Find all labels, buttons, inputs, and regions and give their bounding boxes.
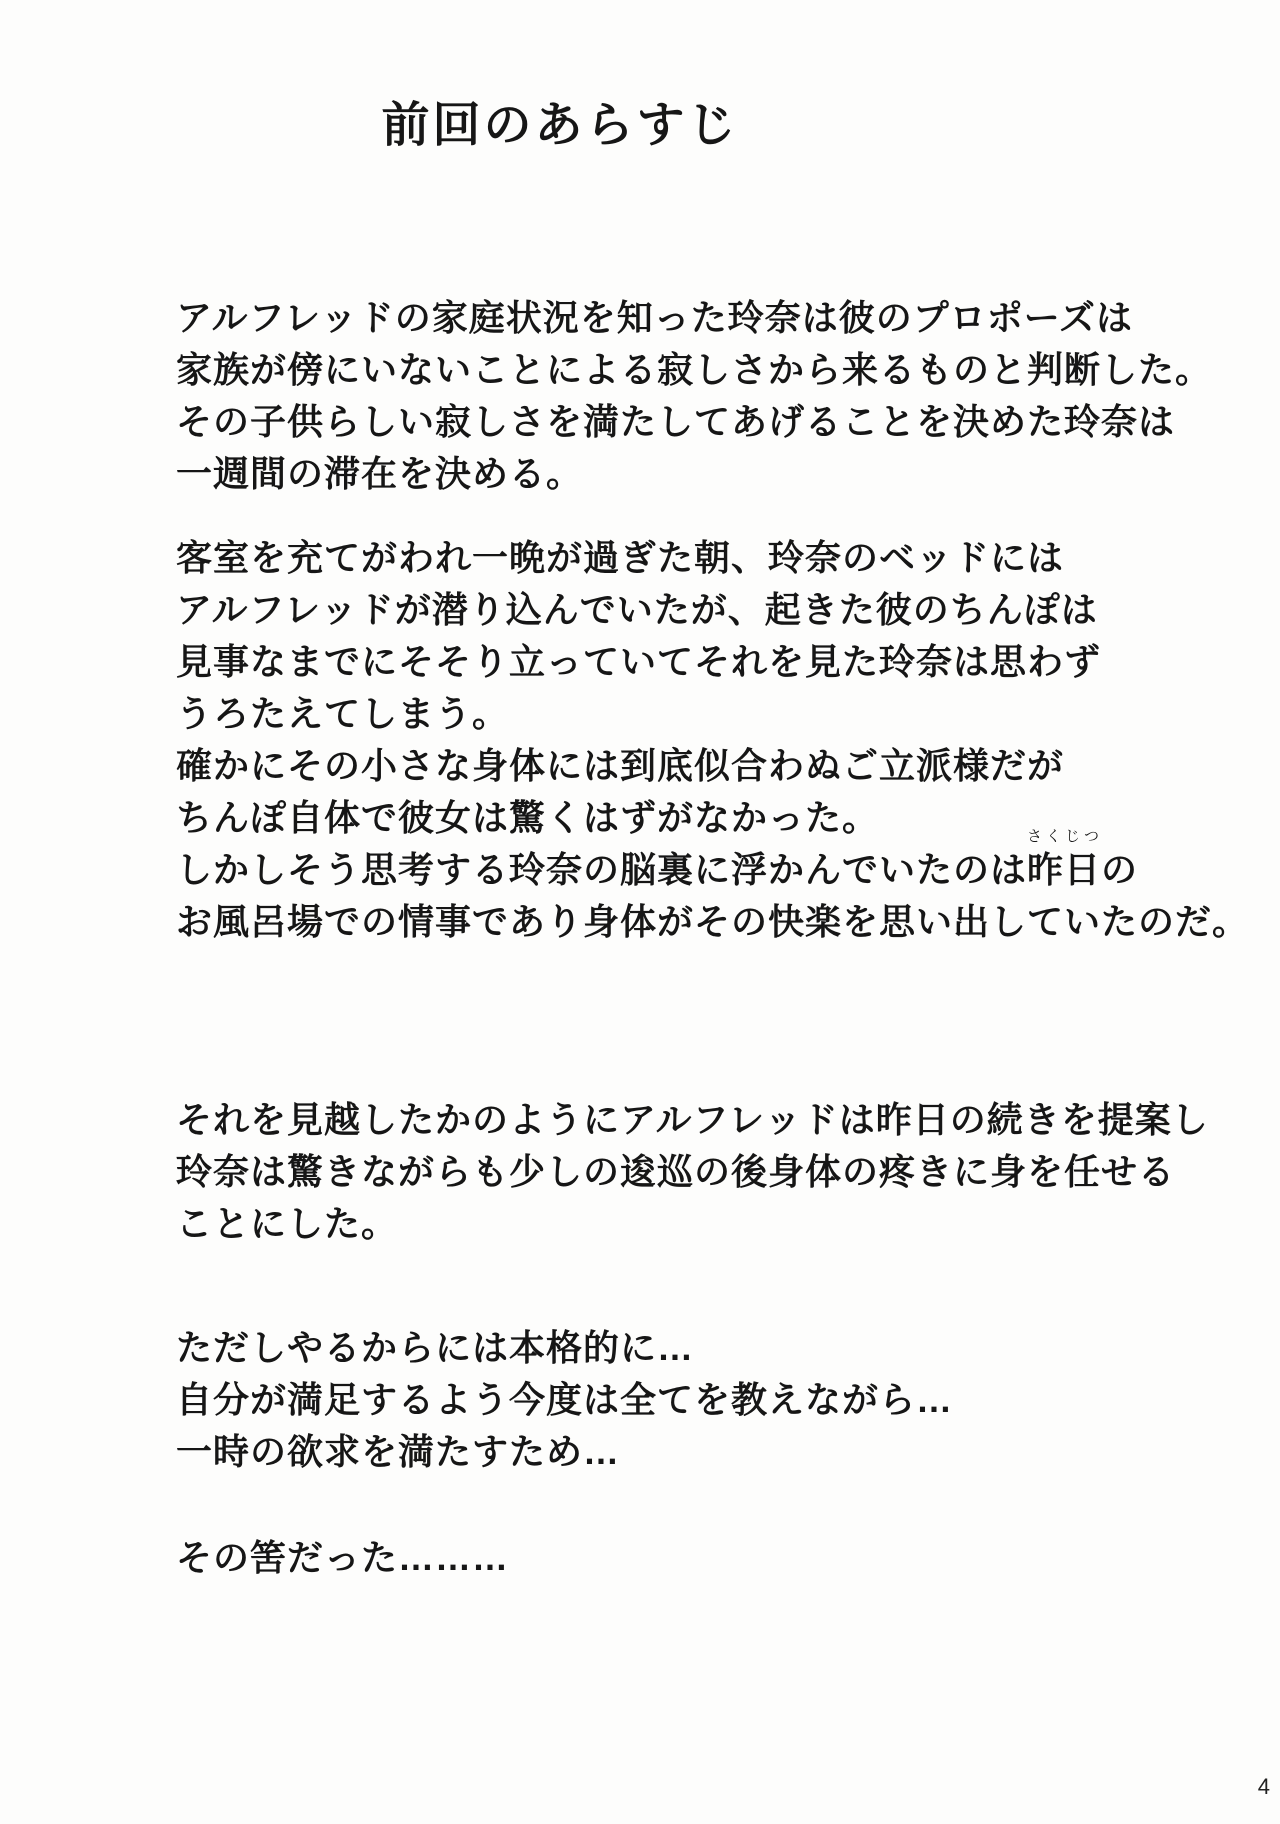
- text-line: 確かにその小さな身体には到底似合わぬご立派様だが: [176, 745, 1065, 786]
- furigana-annotation: さくじつ: [1027, 828, 1104, 845]
- text-line: 自分が満足するよう今度は全てを教えながら…: [176, 1379, 954, 1420]
- text-segment: の: [1101, 849, 1139, 890]
- text-line: その筈だった………: [176, 1537, 510, 1578]
- text-line: それを見越したかのようにアルフレッドは昨日の続きを提案し: [176, 1099, 1209, 1140]
- text-line: 一時の欲求を満たすため…: [176, 1431, 621, 1472]
- page-title: 前回のあらすじ: [381, 99, 739, 152]
- ruby-word: [1027, 828, 1104, 896]
- paragraph-3: [176, 1094, 1209, 1250]
- paragraph-5: [176, 1532, 509, 1584]
- text-line-with-ruby: [176, 828, 1249, 896]
- paragraph-4: [176, 1322, 953, 1478]
- paragraph-1: [176, 292, 1212, 500]
- text-line: ちんぽ自体で彼女は驚くはずがなかった。: [176, 797, 880, 838]
- paragraph-2: [176, 532, 1249, 948]
- text-line: アルフレッドが潜り込んでいたが、起きた彼のちんぽは: [176, 589, 1098, 630]
- text-line: ことにした。: [176, 1203, 399, 1244]
- text-line: ただしやるからには本格的に…: [176, 1327, 695, 1368]
- text-line: 見事なまでにそそり立っていてそれを見た玲奈は思わず: [176, 641, 1102, 682]
- text-line: その子供らしい寂しさを満たしてあげることを決めた玲奈は: [176, 401, 1176, 442]
- ruby-base: 昨日: [1027, 849, 1102, 890]
- text-line: 家族が傍にいないことによる寂しさから来るものと判断した。: [176, 349, 1213, 390]
- text-line: うろたえてしまう。: [176, 693, 510, 734]
- page-number: 4: [1257, 1774, 1270, 1799]
- text-line: お風呂場での情事であり身体がその快楽を思い出していたのだ。: [176, 901, 1250, 942]
- text-line: アルフレッドの家庭状況を知った玲奈は彼のプロポーズは: [176, 297, 1133, 338]
- text-line: 客室を充てがわれ一晩が過ぎた朝、玲奈のベッドには: [176, 537, 1065, 578]
- text-segment: しかしそう思考する玲奈の脳裏に浮かんでいたのは: [176, 849, 1028, 890]
- text-line: 一週間の滞在を決める。: [176, 453, 584, 494]
- text-line: 玲奈は驚きながらも少しの逡巡の後身体の疼きに身を任せる: [176, 1151, 1176, 1192]
